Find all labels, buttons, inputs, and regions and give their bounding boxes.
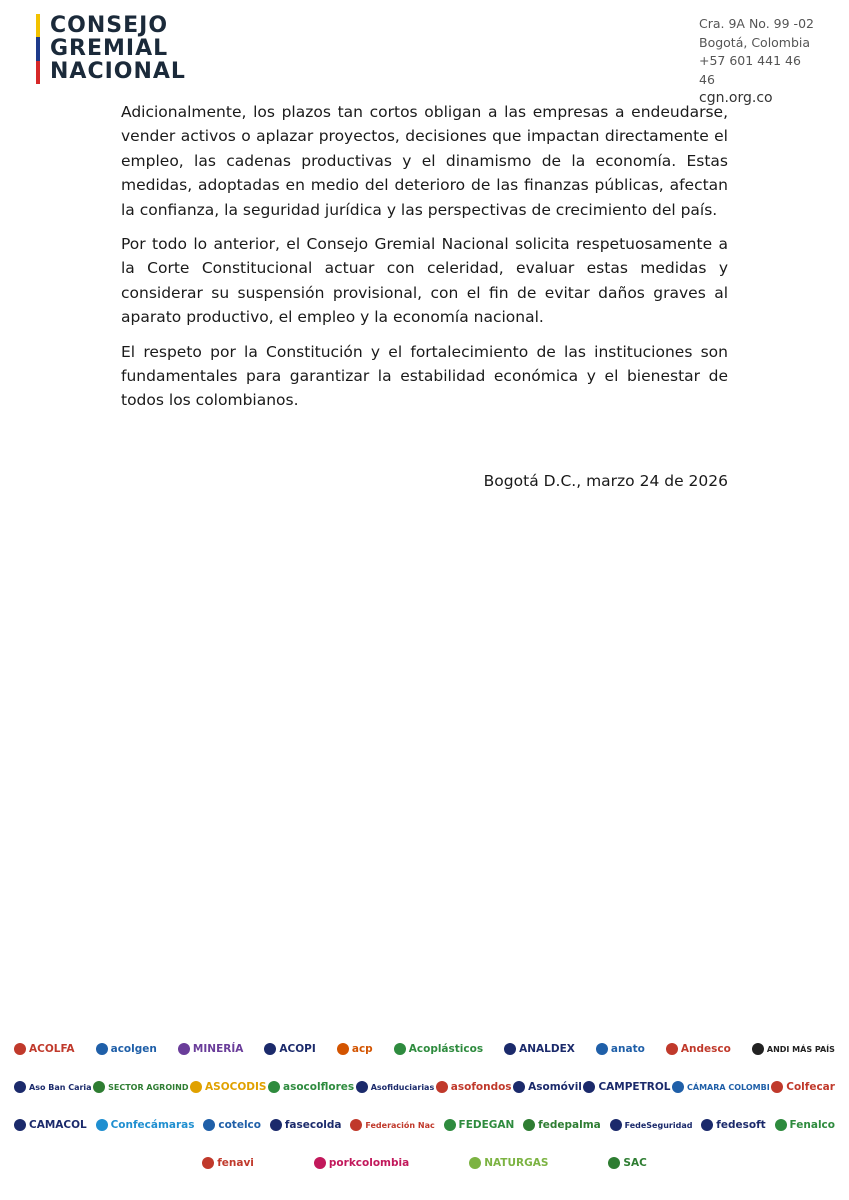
member-logo <box>583 1081 670 1093</box>
logo-name: FedeSeguridad <box>624 1120 693 1130</box>
logo-name: porkcolombia <box>328 1157 410 1169</box>
logo-name: fenavi <box>217 1157 254 1169</box>
logo-name: asofondos <box>450 1081 512 1093</box>
logo-name: acolgen <box>110 1043 157 1055</box>
member-logo <box>469 1157 548 1169</box>
logo-mark-icon <box>583 1081 595 1093</box>
logo-name: SECTOR AGROIND <box>108 1082 189 1092</box>
member-logo <box>96 1043 157 1055</box>
member-logo <box>444 1119 515 1131</box>
member-logo <box>666 1043 731 1055</box>
logo-name: Federación Nac <box>365 1120 435 1130</box>
letter-body <box>121 100 728 423</box>
logo-name: FEDEGAN <box>458 1119 515 1131</box>
logo-line: GREMIAL <box>50 36 169 61</box>
logo-mark-icon <box>504 1043 516 1055</box>
logo-row <box>0 1068 849 1106</box>
member-logos <box>0 1030 849 1195</box>
member-logo <box>701 1119 765 1131</box>
logo-mark-icon <box>14 1081 26 1093</box>
member-logo <box>513 1081 582 1093</box>
contact-block <box>699 15 819 108</box>
logo-name: acp <box>351 1043 373 1055</box>
logo-name: Confecámaras <box>110 1119 195 1131</box>
logo-mark-icon <box>268 1081 280 1093</box>
address-line: Bogotá, Colombia <box>699 34 811 50</box>
logo-name: CÁMARA COLOMBI <box>687 1082 770 1092</box>
logo-mark-icon <box>356 1081 368 1093</box>
member-logo <box>203 1119 261 1131</box>
logo-name: asocolflores <box>283 1081 355 1093</box>
stripe-red <box>36 61 40 84</box>
logo-name: ASOCODIS <box>205 1081 267 1093</box>
logo-name: fedesoft <box>716 1119 766 1131</box>
member-logo <box>356 1081 435 1093</box>
member-logo <box>523 1119 601 1131</box>
member-logo <box>268 1081 354 1093</box>
logo-mark-icon <box>93 1081 105 1093</box>
logo-row <box>0 1144 849 1182</box>
member-logo <box>14 1043 75 1055</box>
paragraph: Por todo lo anterior, el Consejo Gremial Nacional solicita respetuosamente a la Corte Constitucional actuar con celeridad, evaluar estas medidas y considerar su suspensión provisional, con el fin de evitar daños graves al aparato productivo, el empleo y la economía nacional. <box>121 235 728 327</box>
logo-name: Asomóvil <box>528 1081 582 1093</box>
logo-mark-icon <box>96 1043 108 1055</box>
logo-mark-icon <box>350 1119 362 1131</box>
logo-mark-icon <box>610 1119 622 1131</box>
logo-mark-icon <box>14 1043 26 1055</box>
logo-name: CAMPETROL <box>598 1081 671 1093</box>
logo-name: ACOPI <box>279 1043 316 1055</box>
logo-mark-icon <box>270 1119 282 1131</box>
member-logo <box>610 1119 693 1131</box>
logo-mark-icon <box>337 1043 349 1055</box>
flag-stripe-icon <box>36 14 40 84</box>
logo-name: Fenalco <box>789 1119 835 1131</box>
logo-mark-icon <box>608 1157 620 1169</box>
member-logo <box>96 1119 195 1131</box>
paragraph: Adicionalmente, los plazos tan cortos obligan a las empresas a endeudarse, vender activos o aplazar proyectos, decisiones que impactan directamente el empleo, las cadenas productivas y el dinamismo de la economía. Estas medidas, adoptadas en medio del deterioro de las finanzas públicas, afectan la confianza, la seguridad jurídica y las perspectivas de crecimiento del país. <box>121 103 728 219</box>
logo-name: fedepalma <box>538 1119 601 1131</box>
logo-mark-icon <box>469 1157 481 1169</box>
member-logo <box>596 1043 645 1055</box>
member-logo <box>202 1157 254 1169</box>
logo-name: fasecolda <box>284 1119 342 1131</box>
member-logo <box>752 1043 835 1055</box>
logo-mark-icon <box>264 1043 276 1055</box>
member-logo <box>672 1081 770 1093</box>
letterhead <box>0 0 849 106</box>
member-logo <box>775 1119 835 1131</box>
paragraph: El respeto por la Constitución y el fortalecimiento de las instituciones son fundamentales para garantizar la estabilidad económica y el bienestar de todos los colombianos. <box>121 342 728 410</box>
website-link[interactable]: cgn.org.co <box>699 90 773 106</box>
stripe-blue <box>36 37 40 60</box>
logo-mark-icon <box>513 1081 525 1093</box>
logo-name: Andesco <box>680 1043 731 1055</box>
stripe-yellow <box>36 14 40 37</box>
member-logo <box>504 1043 575 1055</box>
member-logo <box>608 1157 646 1169</box>
member-logo <box>190 1081 266 1093</box>
logo-name: MINERÍA <box>192 1043 244 1055</box>
member-logo <box>14 1081 92 1093</box>
logo-row <box>0 1106 849 1144</box>
member-logo <box>178 1043 243 1055</box>
logo-mark-icon <box>436 1081 448 1093</box>
logo-row <box>0 1030 849 1068</box>
logo-name: anato <box>610 1043 645 1055</box>
logo-mark-icon <box>203 1119 215 1131</box>
logo-mark-icon <box>444 1119 456 1131</box>
logo-mark-icon <box>14 1119 26 1131</box>
logo-mark-icon <box>314 1157 326 1169</box>
letter-date: Bogotá D.C., marzo 24 de 2026 <box>483 472 728 490</box>
logo-name: ANALDEX <box>519 1043 575 1055</box>
member-logo <box>93 1081 188 1093</box>
logo-line: NACIONAL <box>50 59 186 84</box>
logo-name: Acoplásticos <box>408 1043 484 1055</box>
logo-name: ACOLFA <box>29 1043 75 1055</box>
member-logo <box>264 1043 315 1055</box>
logo-line: CONSEJO <box>50 13 169 38</box>
logo-name: Colfecar <box>786 1081 835 1093</box>
logo-mark-icon <box>202 1157 214 1169</box>
cgn-logo <box>50 14 186 83</box>
phone-line: +57 601 441 46 46 <box>699 53 801 87</box>
member-logo <box>394 1043 483 1055</box>
logo-name: Aso Ban Caria <box>29 1082 92 1092</box>
logo-mark-icon <box>596 1043 608 1055</box>
member-logo <box>270 1119 342 1131</box>
logo-name: cotelco <box>218 1119 261 1131</box>
member-logo <box>350 1119 434 1131</box>
logo-mark-icon <box>752 1043 764 1055</box>
member-logo <box>14 1119 87 1131</box>
logo-mark-icon <box>96 1119 108 1131</box>
member-logo <box>337 1043 373 1055</box>
logo-mark-icon <box>523 1119 535 1131</box>
logo-mark-icon <box>775 1119 787 1131</box>
address-line: Cra. 9A No. 99 -02 <box>699 16 814 31</box>
logo-name: CAMACOL <box>29 1119 87 1131</box>
logo-mark-icon <box>394 1043 406 1055</box>
logo-name: Asofiduciarias <box>370 1082 435 1092</box>
logo-name: SAC <box>623 1157 647 1169</box>
logo-mark-icon <box>701 1119 713 1131</box>
member-logo <box>771 1081 835 1093</box>
logo-mark-icon <box>666 1043 678 1055</box>
logo-mark-icon <box>190 1081 202 1093</box>
logo-mark-icon <box>672 1081 684 1093</box>
member-logo <box>436 1081 512 1093</box>
logo-name: ANDI MÁS PAÍS <box>766 1044 835 1054</box>
member-logo <box>314 1157 409 1169</box>
logo-name: NATURGAS <box>484 1157 549 1169</box>
logo-mark-icon <box>178 1043 190 1055</box>
logo-mark-icon <box>771 1081 783 1093</box>
